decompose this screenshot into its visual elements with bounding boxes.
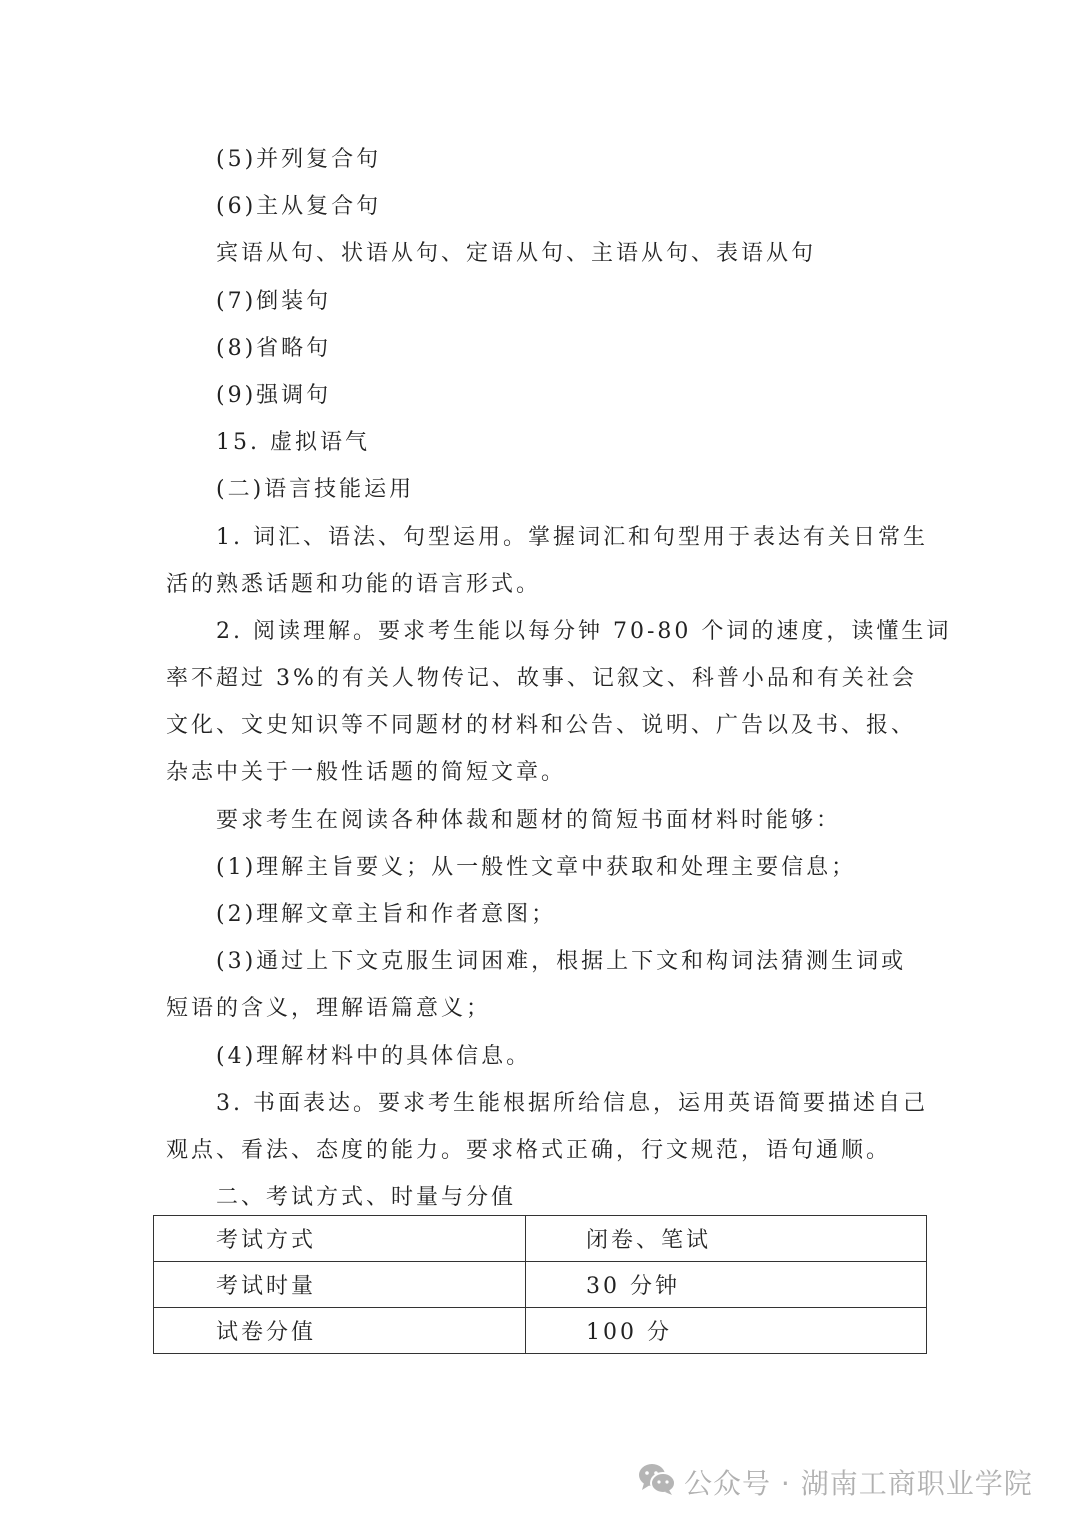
watermark-text: 公众号 · 湖南工商职业学院 — [684, 1467, 1033, 1500]
row-value: 30 分钟 — [526, 1262, 927, 1308]
text-line: 15. 虚拟语气 — [216, 430, 370, 456]
text-line: (2)理解文章主旨和作者意图； — [216, 902, 557, 927]
text-line: (5)并列复合句 — [216, 147, 382, 172]
text-line: 要求考生在阅读各种体裁和题材的简短书面材料时能够： — [216, 807, 842, 833]
exam-info-table — [153, 1215, 927, 1354]
row-label: 试卷分值 — [154, 1308, 526, 1354]
row-value: 100 分 — [526, 1308, 927, 1354]
text-line: 2. 阅读理解。要求考生能以每分钟 70-80 个词的速度，读懂生词 — [216, 618, 952, 644]
text-line: 率不超过 3%的有关人物传记、故事、记叙文、科普小品和有关社会 — [166, 666, 917, 692]
text-line: 活的熟悉话题和功能的语言形式。 — [166, 571, 542, 597]
text-line: 短语的含义，理解语篇意义； — [166, 996, 492, 1022]
text-line: (7)倒装句 — [216, 288, 332, 314]
text-line: (6)主从复合句 — [216, 194, 382, 220]
text-line: (3)通过上下文克服生词困难，根据上下文和构词法猜测生词或 — [216, 949, 907, 975]
text-line: 1. 词汇、语法、句型运用。掌握词汇和句型用于表达有关日常生 — [216, 524, 928, 550]
text-line: (二)语言技能运用 — [216, 477, 415, 503]
text-line: 二、考试方式、时量与分值 — [216, 1185, 517, 1211]
text-line: 宾语从句、状语从句、定语从句、主语从句、表语从句 — [216, 241, 817, 267]
text-line: 杂志中关于一般性话题的简短文章。 — [166, 760, 567, 786]
wechat-icon — [638, 1463, 676, 1502]
table-row — [154, 1308, 927, 1354]
text-line: 3. 书面表达。要求考生能根据所给信息，运用英语简要描述自己 — [216, 1090, 928, 1116]
watermark — [638, 1462, 1033, 1502]
text-line: 文化、文史知识等不同题材的材料和公告、说明、广告以及书、报、 — [166, 713, 917, 739]
text-line: (1)理解主旨要义；从一般性文章中获取和处理主要信息； — [216, 854, 857, 880]
text-line: (8)省略句 — [216, 335, 332, 361]
text-line: (4)理解材料中的具体信息。 — [216, 1043, 532, 1069]
document-body — [166, 136, 952, 1221]
text-line: 观点、看法、态度的能力。要求格式正确，行文规范，语句通顺。 — [166, 1137, 892, 1163]
table-row — [154, 1262, 927, 1308]
row-label: 考试时量 — [154, 1262, 526, 1308]
row-value: 闭卷、笔试 — [526, 1216, 927, 1262]
text-line: (9)强调句 — [216, 382, 332, 408]
row-label: 考试方式 — [154, 1216, 526, 1262]
table-row — [154, 1216, 927, 1262]
